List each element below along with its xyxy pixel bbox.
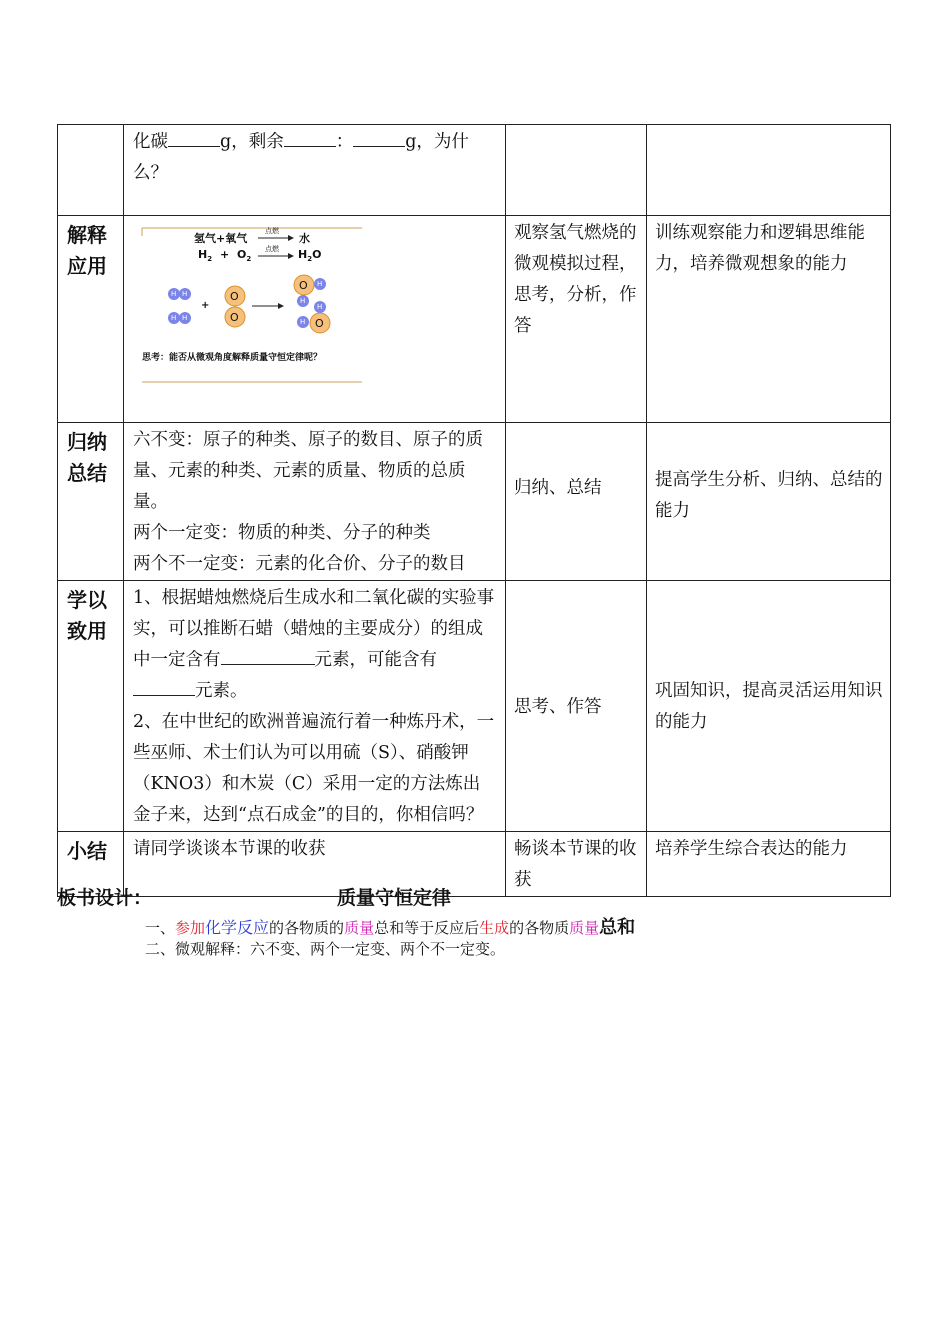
stage-cell: 解释应用 bbox=[58, 216, 124, 423]
board-heading: 质量守恒定律 bbox=[337, 887, 452, 909]
content-cell bbox=[124, 125, 506, 216]
reaction-arrow-head bbox=[278, 303, 284, 309]
table-row bbox=[58, 125, 891, 216]
formula-equation: $H_2 + O_2$ bbox=[198, 248, 252, 264]
board-title: 板书设计： bbox=[57, 887, 153, 909]
purpose-cell: 培养学生综合表达的能力 bbox=[647, 832, 891, 897]
content-line: 两个不一定变：元素的化合价、分子的数目 bbox=[133, 554, 466, 574]
blank-line bbox=[284, 128, 336, 147]
arrow-head bbox=[288, 235, 294, 241]
stage-cell bbox=[58, 125, 124, 216]
stage-cell: 归纳总结 bbox=[58, 423, 124, 581]
atom-label: H bbox=[182, 314, 188, 322]
purpose-text: 提高学生分析、归纳、总结的能力 bbox=[655, 469, 883, 521]
condition-label: 点燃 bbox=[265, 227, 279, 235]
content-line: 六不变：原子的种类、原子的数目、原子的质量、元素的种类、元素的质量、物质的总质量。 bbox=[133, 430, 483, 512]
purpose-cell: 训练观察能力和逻辑思维能力，培养微观想象的能力 bbox=[647, 216, 891, 423]
table-row bbox=[58, 832, 891, 897]
stage-cell: 小结 bbox=[58, 832, 124, 897]
question-text: 元素。 bbox=[195, 681, 248, 701]
content-line: 两个一定变：物质的种类、分子的种类 bbox=[133, 523, 431, 543]
atom-label: H bbox=[171, 290, 177, 298]
content-cell bbox=[124, 581, 506, 832]
arrow-head bbox=[288, 253, 294, 259]
content-text: g，剩余 bbox=[220, 132, 284, 152]
table-row bbox=[58, 216, 891, 423]
blank-line bbox=[168, 128, 220, 147]
stage-cell: 学以致用 bbox=[58, 581, 124, 832]
table-row bbox=[58, 581, 891, 832]
content-cell bbox=[124, 423, 506, 581]
diagram-cell bbox=[124, 216, 506, 423]
board-line-2: 二、微观解释：六不变、两个一定变、两个不一定变。 bbox=[145, 940, 506, 958]
hydrogen-combustion-diagram bbox=[134, 222, 494, 422]
condition-label: 点燃 bbox=[265, 245, 279, 253]
table-row bbox=[58, 423, 891, 581]
purpose-cell bbox=[647, 125, 891, 216]
word-equation-left: 氢气+氧气 bbox=[194, 232, 248, 245]
word-equation-right: 水 bbox=[299, 232, 310, 245]
blank-line bbox=[353, 128, 405, 147]
content-text: 化碳 bbox=[133, 132, 168, 152]
board-line-1: 一、参加化学反应的各物质的质量总和等于反应后生成的各物质质量总和 bbox=[145, 917, 636, 938]
purpose-cell bbox=[647, 423, 891, 581]
atom-label: H bbox=[171, 314, 177, 322]
blank-line bbox=[133, 677, 195, 696]
student-cell bbox=[506, 423, 647, 581]
atom-label: H bbox=[300, 318, 306, 326]
atom-label: O bbox=[299, 279, 308, 292]
content-text: g，为什么？ bbox=[133, 132, 469, 183]
blank-line bbox=[221, 646, 315, 665]
atom-label: O bbox=[230, 311, 239, 324]
content-text: ： bbox=[335, 132, 354, 152]
atom-label: H bbox=[317, 303, 323, 311]
student-text: 归纳、总结 bbox=[514, 478, 602, 498]
plus-sign: + bbox=[201, 300, 210, 311]
student-cell bbox=[506, 125, 647, 216]
student-cell: 思考、作答 bbox=[506, 581, 647, 832]
atom-label: H bbox=[317, 280, 323, 288]
student-cell: 畅谈本节课的收获 bbox=[506, 832, 647, 897]
atom-label: O bbox=[315, 317, 324, 330]
question-2: 2、在中世纪的欧洲普遍流行着一种炼丹术，一些巫师、术士们认为可以用硫（S）、硝酸钾（KNO3）和木炭（C）采用一定的方法炼出金子来，达到“点石成金”的目的，你相信吗？ bbox=[133, 712, 495, 825]
question-1 bbox=[133, 583, 497, 707]
question-text: 元素，可能含有 bbox=[314, 650, 437, 670]
diagram-question: 思考：能否从微观角度解释质量守恒定律呢？ bbox=[142, 353, 323, 363]
lesson-table bbox=[57, 124, 891, 897]
atom-label: O bbox=[230, 290, 239, 303]
question-text: 1、根据蜡烛燃烧后生成水和二氧化碳的实验事实，可以推断石蜡（蜡烛的主要成分）的组成中一定含有 bbox=[133, 588, 495, 670]
purpose-cell: 巩固知识，提高灵活运用知识的能力 bbox=[647, 581, 891, 832]
content-cell: 请同学谈谈本节课的收获 bbox=[124, 832, 506, 897]
student-cell: 观察氢气燃烧的微观模拟过程，思考，分析，作答 bbox=[506, 216, 647, 423]
atom-label: H bbox=[182, 290, 188, 298]
atom-label: H bbox=[300, 297, 306, 305]
formula-product: $H_2O$ bbox=[298, 248, 322, 264]
